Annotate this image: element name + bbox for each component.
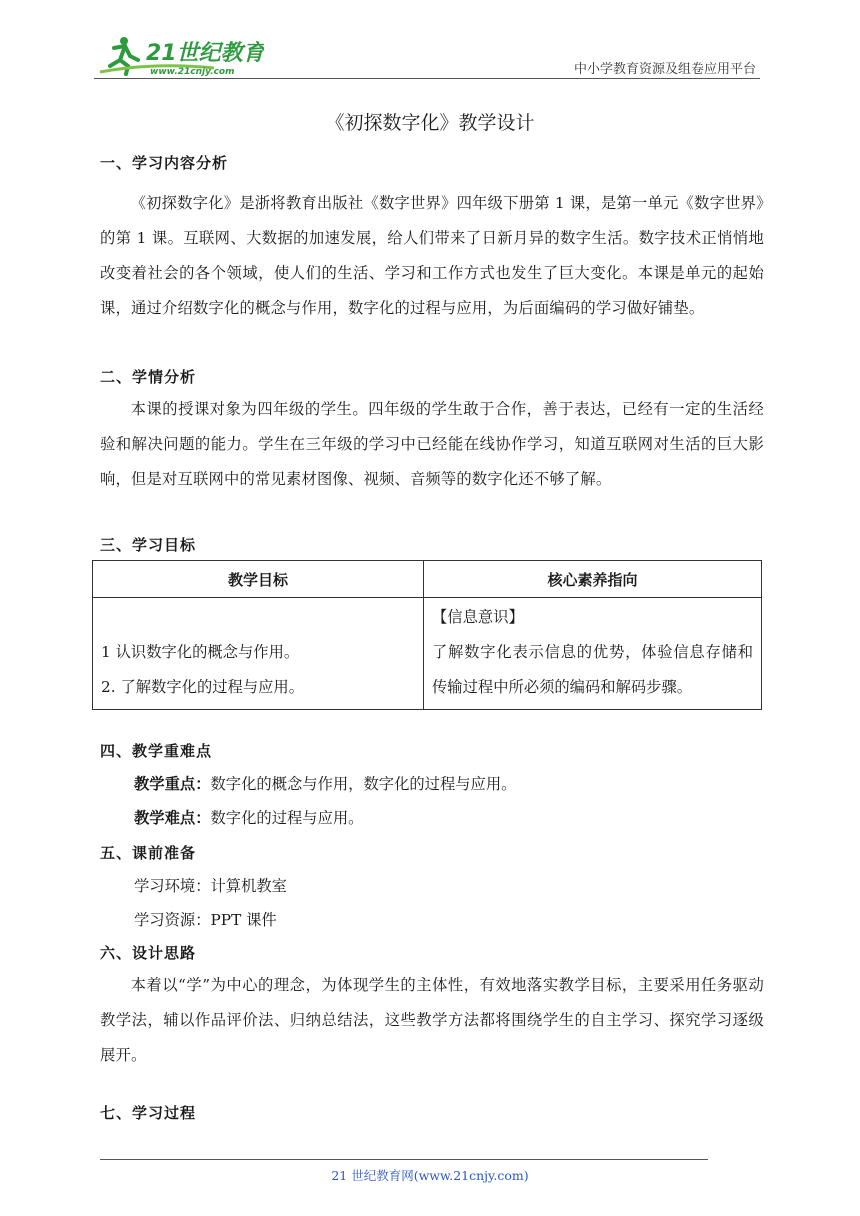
runner-icon bbox=[94, 32, 264, 78]
goal-item-2: 2. 了解数字化的过程与应用。 bbox=[101, 678, 305, 696]
competency-tag: 【信息意识】 bbox=[432, 608, 524, 626]
learning-goals-table bbox=[92, 560, 762, 710]
logo-main-text: 21世纪教育 bbox=[146, 41, 264, 66]
section-heading-key-points: 四、教学重难点 bbox=[100, 742, 213, 760]
footer-link[interactable]: 21 世纪教育网(www.21cnjy.com) bbox=[331, 1168, 529, 1183]
table-row bbox=[93, 598, 762, 710]
site-logo bbox=[94, 32, 264, 78]
logo-url-text: www.21cnjy.com bbox=[150, 67, 235, 77]
section-heading-design-ideas: 六、设计思路 bbox=[100, 944, 197, 962]
design-ideas-paragraph: 本着以“学”为中心的理念，为体现学生的主体性，有效地落实教学目标，主要采用任务驱动教学法，辅以作品评价法、归纳总结法，这些教学方法都将围绕学生的自主学习、探究学习逐级展开。 bbox=[100, 976, 764, 1064]
goals-cell bbox=[93, 598, 424, 710]
difficulty-text: 数字化的过程与应用。 bbox=[210, 809, 364, 827]
header-divider bbox=[94, 78, 760, 79]
content-analysis-paragraph: 《初探数字化》是浙将教育出版社《数字世界》四年级下册第 1 课，是第一单元《数字世界》的第 1 课。互联网、大数据的加速发展，给人们带来了日新月异的数字生活。数字技术正悄悄地改变着社会的各个领域，使人们的生活、学习和工作方式也发生了巨大变化。本课是单元的起始课，通过介绍数字化的概念与作用，数字化的过程与应用，为后面编码的学习做好铺垫。 bbox=[100, 194, 764, 317]
key-point-line bbox=[134, 772, 516, 794]
goal-item-1: 1 认识数字化的概念与作用。 bbox=[101, 643, 300, 661]
section-heading-content-analysis: 一、学习内容分析 bbox=[100, 154, 229, 172]
key-point-text: 数字化的概念与作用，数字化的过程与应用。 bbox=[210, 775, 517, 793]
learning-resources: 学习资源：PPT 课件 bbox=[134, 911, 277, 929]
section-heading-learning-goals: 三、学习目标 bbox=[100, 536, 197, 554]
competency-cell bbox=[424, 598, 762, 710]
competency-text: 了解数字化表示信息的优势，体验信息存储和传输过程中所必须的编码和解码步骤。 bbox=[432, 643, 753, 696]
document-title: 《初探数字化》教学设计 bbox=[325, 112, 535, 134]
table-header-goals: 教学目标 bbox=[93, 561, 424, 598]
difficulty-line bbox=[134, 806, 363, 828]
section-heading-learning-process: 七、学习过程 bbox=[100, 1104, 197, 1122]
table-header-competency: 核心素养指向 bbox=[424, 561, 762, 598]
section-heading-learner-analysis: 二、学情分析 bbox=[100, 368, 197, 386]
footer-divider bbox=[100, 1159, 708, 1160]
section-heading-preparation: 五、课前准备 bbox=[100, 844, 197, 862]
learning-environment: 学习环境：计算机教室 bbox=[134, 877, 287, 895]
learner-analysis-paragraph: 本课的授课对象为四年级的学生。四年级的学生敢于合作，善于表达，已经有一定的生活经验和解决问题的能力。学生在三年级的学习中已经能在线协作学习，知道互联网对生活的巨大影响，但是对互联网中的常见素材图像、视频、音频等的数字化还不够了解。 bbox=[100, 400, 764, 488]
difficulty-label: 教学难点： bbox=[134, 809, 211, 827]
platform-name: 中小学教育资源及组卷应用平台 bbox=[573, 62, 756, 77]
table-header-row bbox=[93, 561, 762, 598]
key-point-label: 教学重点： bbox=[134, 775, 211, 793]
